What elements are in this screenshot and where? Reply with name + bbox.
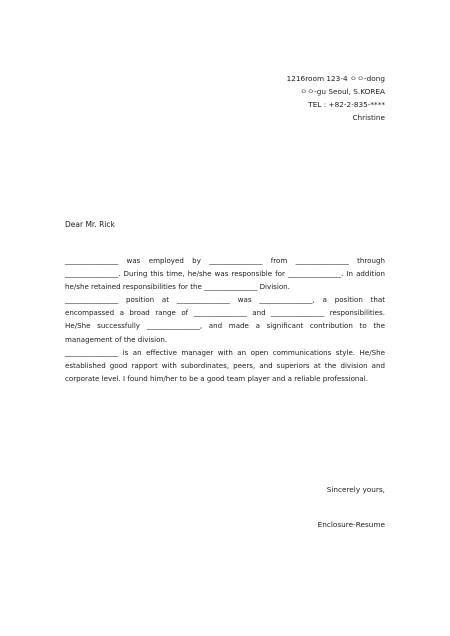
enclosure: Enclosure-Resume bbox=[317, 520, 385, 529]
address-line-1: 1216room 123-4 ㅇㅇ-dong bbox=[286, 74, 385, 83]
letter-body bbox=[65, 254, 385, 385]
body-paragraph-2: _______________ position at _______________ was _______________, a position that encompassed a broad range of _______________ and _______________ responsibilities. He/She successfully _______________, and made a significant contribution to the management of the division. bbox=[65, 295, 385, 344]
address-phone: TEL : +82-2-835-**** bbox=[308, 100, 385, 109]
body-paragraph-1: _______________ was employed by _______________ from _______________ through _______________. During this time, he/she was responsible for _______________. In addition he/she retained responsibilities for the _______________ Division. bbox=[65, 256, 385, 292]
closing: Sincerely yours, bbox=[326, 485, 385, 494]
address-line-2: ㅇㅇ-gu Seoul, S.KOREA bbox=[300, 87, 385, 96]
sender-address bbox=[287, 72, 385, 124]
salutation: Dear Mr. Rick bbox=[65, 220, 115, 229]
body-paragraph-3: _______________ is an effective manager with an open communications style. He/She established good rapport with subordinates, peers, and superiors at the division and corporate level. I found him/her to be a good team player and a reliable professional. bbox=[65, 347, 385, 383]
sender-name: Christine bbox=[352, 113, 385, 122]
